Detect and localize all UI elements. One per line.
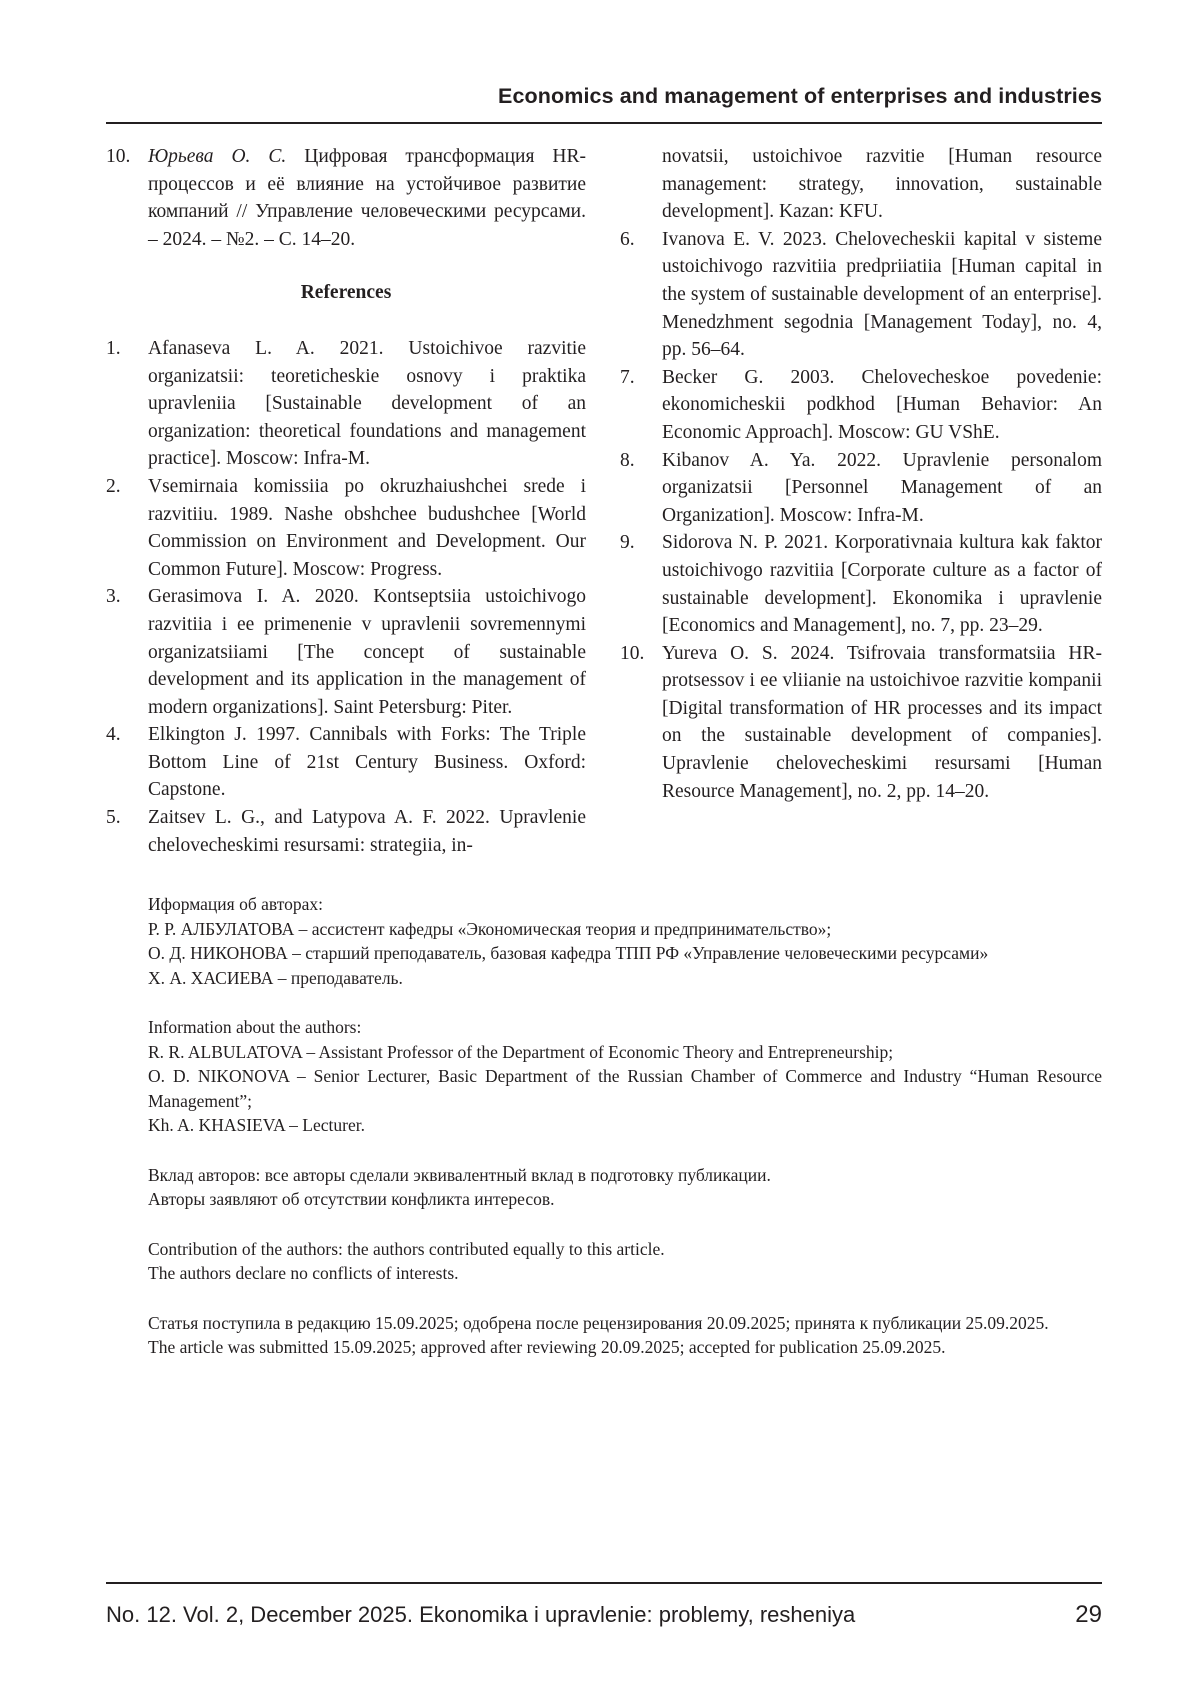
reference-item: [106, 804, 586, 859]
references-heading: References: [300, 282, 392, 304]
dates-ru: Статья поступила в редакцию 15.09.2025; одобрена после рецензирования 20.09.2025; принята к публикации 25.09.2025.: [148, 1312, 1049, 1333]
reference-text: Vsemirnaia komissiia po okruzhaiushchei srede i razvitiiu. 1989. Nashe obshchee budushchee [World Commission on Environment and Development. Our Common Future]. Moscow: Progress.: [148, 475, 586, 580]
reference-number: 2.: [106, 475, 121, 497]
reference-number: 6.: [620, 228, 635, 250]
reference-number: 8.: [620, 449, 635, 471]
reference-continuation: [620, 143, 1102, 226]
running-header: [106, 82, 1102, 124]
reference-item: [106, 473, 586, 583]
author-line-en: Kh. A. KHASIEVA – Lecturer.: [148, 1115, 365, 1135]
reference-text: novatsii, ustoichivoe razvitie [Human resource management: strategy, innovation, sustainable development]. Kazan: KFU.: [662, 146, 1102, 223]
contribution-en: Contribution of the authors: the authors contributed equally to this article.: [148, 1238, 665, 1259]
reference-item: [620, 364, 1102, 447]
reference-number: 4.: [106, 724, 121, 746]
reference-number: 10.: [620, 642, 645, 664]
authors-info-heading-ru: Иформация об авторах:: [148, 894, 324, 914]
reference-number: 10.: [106, 146, 131, 167]
reference-item: [620, 226, 1102, 364]
reference-number: 5.: [106, 807, 121, 829]
reference-text: Sidorova N. P. 2021. Korporativnaia kultura kak faktor ustoichivogo razvitiia [Corporate culture as a factor of sustainable development]. Ekonomika i upravlenie [Economics and Management], no. 7, pp. 23–29.: [662, 532, 1102, 637]
reference-item: [620, 447, 1102, 530]
page-number: 29: [1075, 1601, 1102, 1628]
author-line-ru: Р. Р. АЛБУЛАТОВА – ассистент кафедры «Экономическая теория и предпринимательство»;: [148, 918, 832, 939]
reference-number: 7.: [620, 366, 635, 388]
ru-reference-10: [106, 143, 586, 253]
contribution-ru: Вклад авторов: все авторы сделали эквивалентный вклад в подготовку публикации.: [148, 1164, 771, 1185]
author-line-ru: О. Д. НИКОНОВА – старший преподаватель, базовая кафедра ТПП РФ «Управление человеческими ресурсами»: [148, 943, 989, 963]
article-info: [148, 892, 1102, 1360]
conflicts-en: The authors declare no conflicts of interests.: [148, 1263, 459, 1283]
left-column: [106, 143, 586, 859]
reference-text: Becker G. 2003. Chelovecheskoe povedenie: ekonomicheskii podkhod [Human Behavior: An Economic Approach]. Moscow: GU VShE.: [662, 366, 1102, 443]
footer-journal: No. 12. Vol. 2, December 2025. Ekonomika i upravlenie: problemy, resheniya: [106, 1602, 856, 1627]
reference-text: Gerasimova I. A. 2020. Kontseptsiia ustoichivogo razvitiia i ee primenenie v upravlenii sovremennymi organizatsiiami [The concept of sustainable development and its application in the management of modern organizations]. Saint Petersburg: Piter.: [148, 586, 586, 718]
header-title: Economics and management of enterprises and industries: [498, 84, 1102, 108]
reference-item: [106, 721, 586, 804]
running-footer: [106, 1582, 1102, 1628]
reference-number: 9.: [620, 532, 635, 554]
reference-text: Elkington J. 1997. Cannibals with Forks: The Triple Bottom Line of 21st Century Business. Oxford: Capstone.: [148, 724, 586, 801]
reference-item: [106, 335, 586, 473]
authors-info-heading-en: Information about the authors:: [148, 1017, 362, 1037]
dates-en: The article was submitted 15.09.2025; approved after reviewing 20.09.2025; accepted for publication 25.09.2025.: [148, 1337, 946, 1357]
reference-number: 3.: [106, 586, 121, 608]
reference-text: Yureva O. S. 2024. Tsifrovaia transformatsiia HR-protsessov i ee vliianie na ustoichivoe razvitie kompanii [Digital transformation of HR processes and its impact on the sustainable development of companies]. Upravlenie chelovecheskimi resursami [Human Resource Management], no. 2, pp. 14–20.: [662, 642, 1102, 802]
reference-item: [106, 583, 586, 721]
reference-author: Юрьева О. С.: [148, 146, 287, 167]
right-column: [620, 143, 1102, 805]
reference-text: Цифровая трансформация HR-процессов и её влияние на устойчивое развитие компаний // Управление человеческими ресурсами. – 2024. – №2. – С. 14–20.: [148, 146, 587, 250]
reference-item: [620, 640, 1102, 806]
reference-text: Zaitsev L. G., and Latypova A. F. 2022. Upravlenie chelovecheskimi resursami: strategiia, in-: [148, 807, 586, 856]
reference-item: [620, 529, 1102, 639]
reference-text: Afanaseva L. A. 2021. Ustoichivoe razvitie organizatsii: teoreticheskie osnovy i praktika upravleniia [Sustainable development of an organization: theoretical foundations and management practice]. Moscow: Infra-M.: [148, 337, 586, 470]
reference-text: Ivanova E. V. 2023. Chelovecheskii kapital v sisteme ustoichivogo razvitiia predpriiatiia [Human capital in the system of sustainable development of an enterprise]. Menedzhment segodnia [Management Today], no. 4, pp. 56–64.: [662, 228, 1102, 361]
author-line-ru: Х. А. ХАСИЕВА – преподаватель.: [148, 967, 403, 988]
reference-number: 1.: [106, 337, 121, 359]
reference-text: Kibanov A. Ya. 2022. Upravlenie personalom organizatsii [Personnel Management of an Organization]. Moscow: Infra-M.: [662, 449, 1102, 526]
author-line-en: O. D. NIKONOVA – Senior Lecturer, Basic Department of the Russian Chamber of Commerce and Industry “Human Resource Management”;: [148, 1066, 1102, 1111]
conflicts-ru: Авторы заявляют об отсутствии конфликта интересов.: [148, 1189, 555, 1209]
author-line-en: R. R. ALBULATOVA – Assistant Professor of the Department of Economic Theory and Entrepreneurship;: [148, 1041, 894, 1062]
